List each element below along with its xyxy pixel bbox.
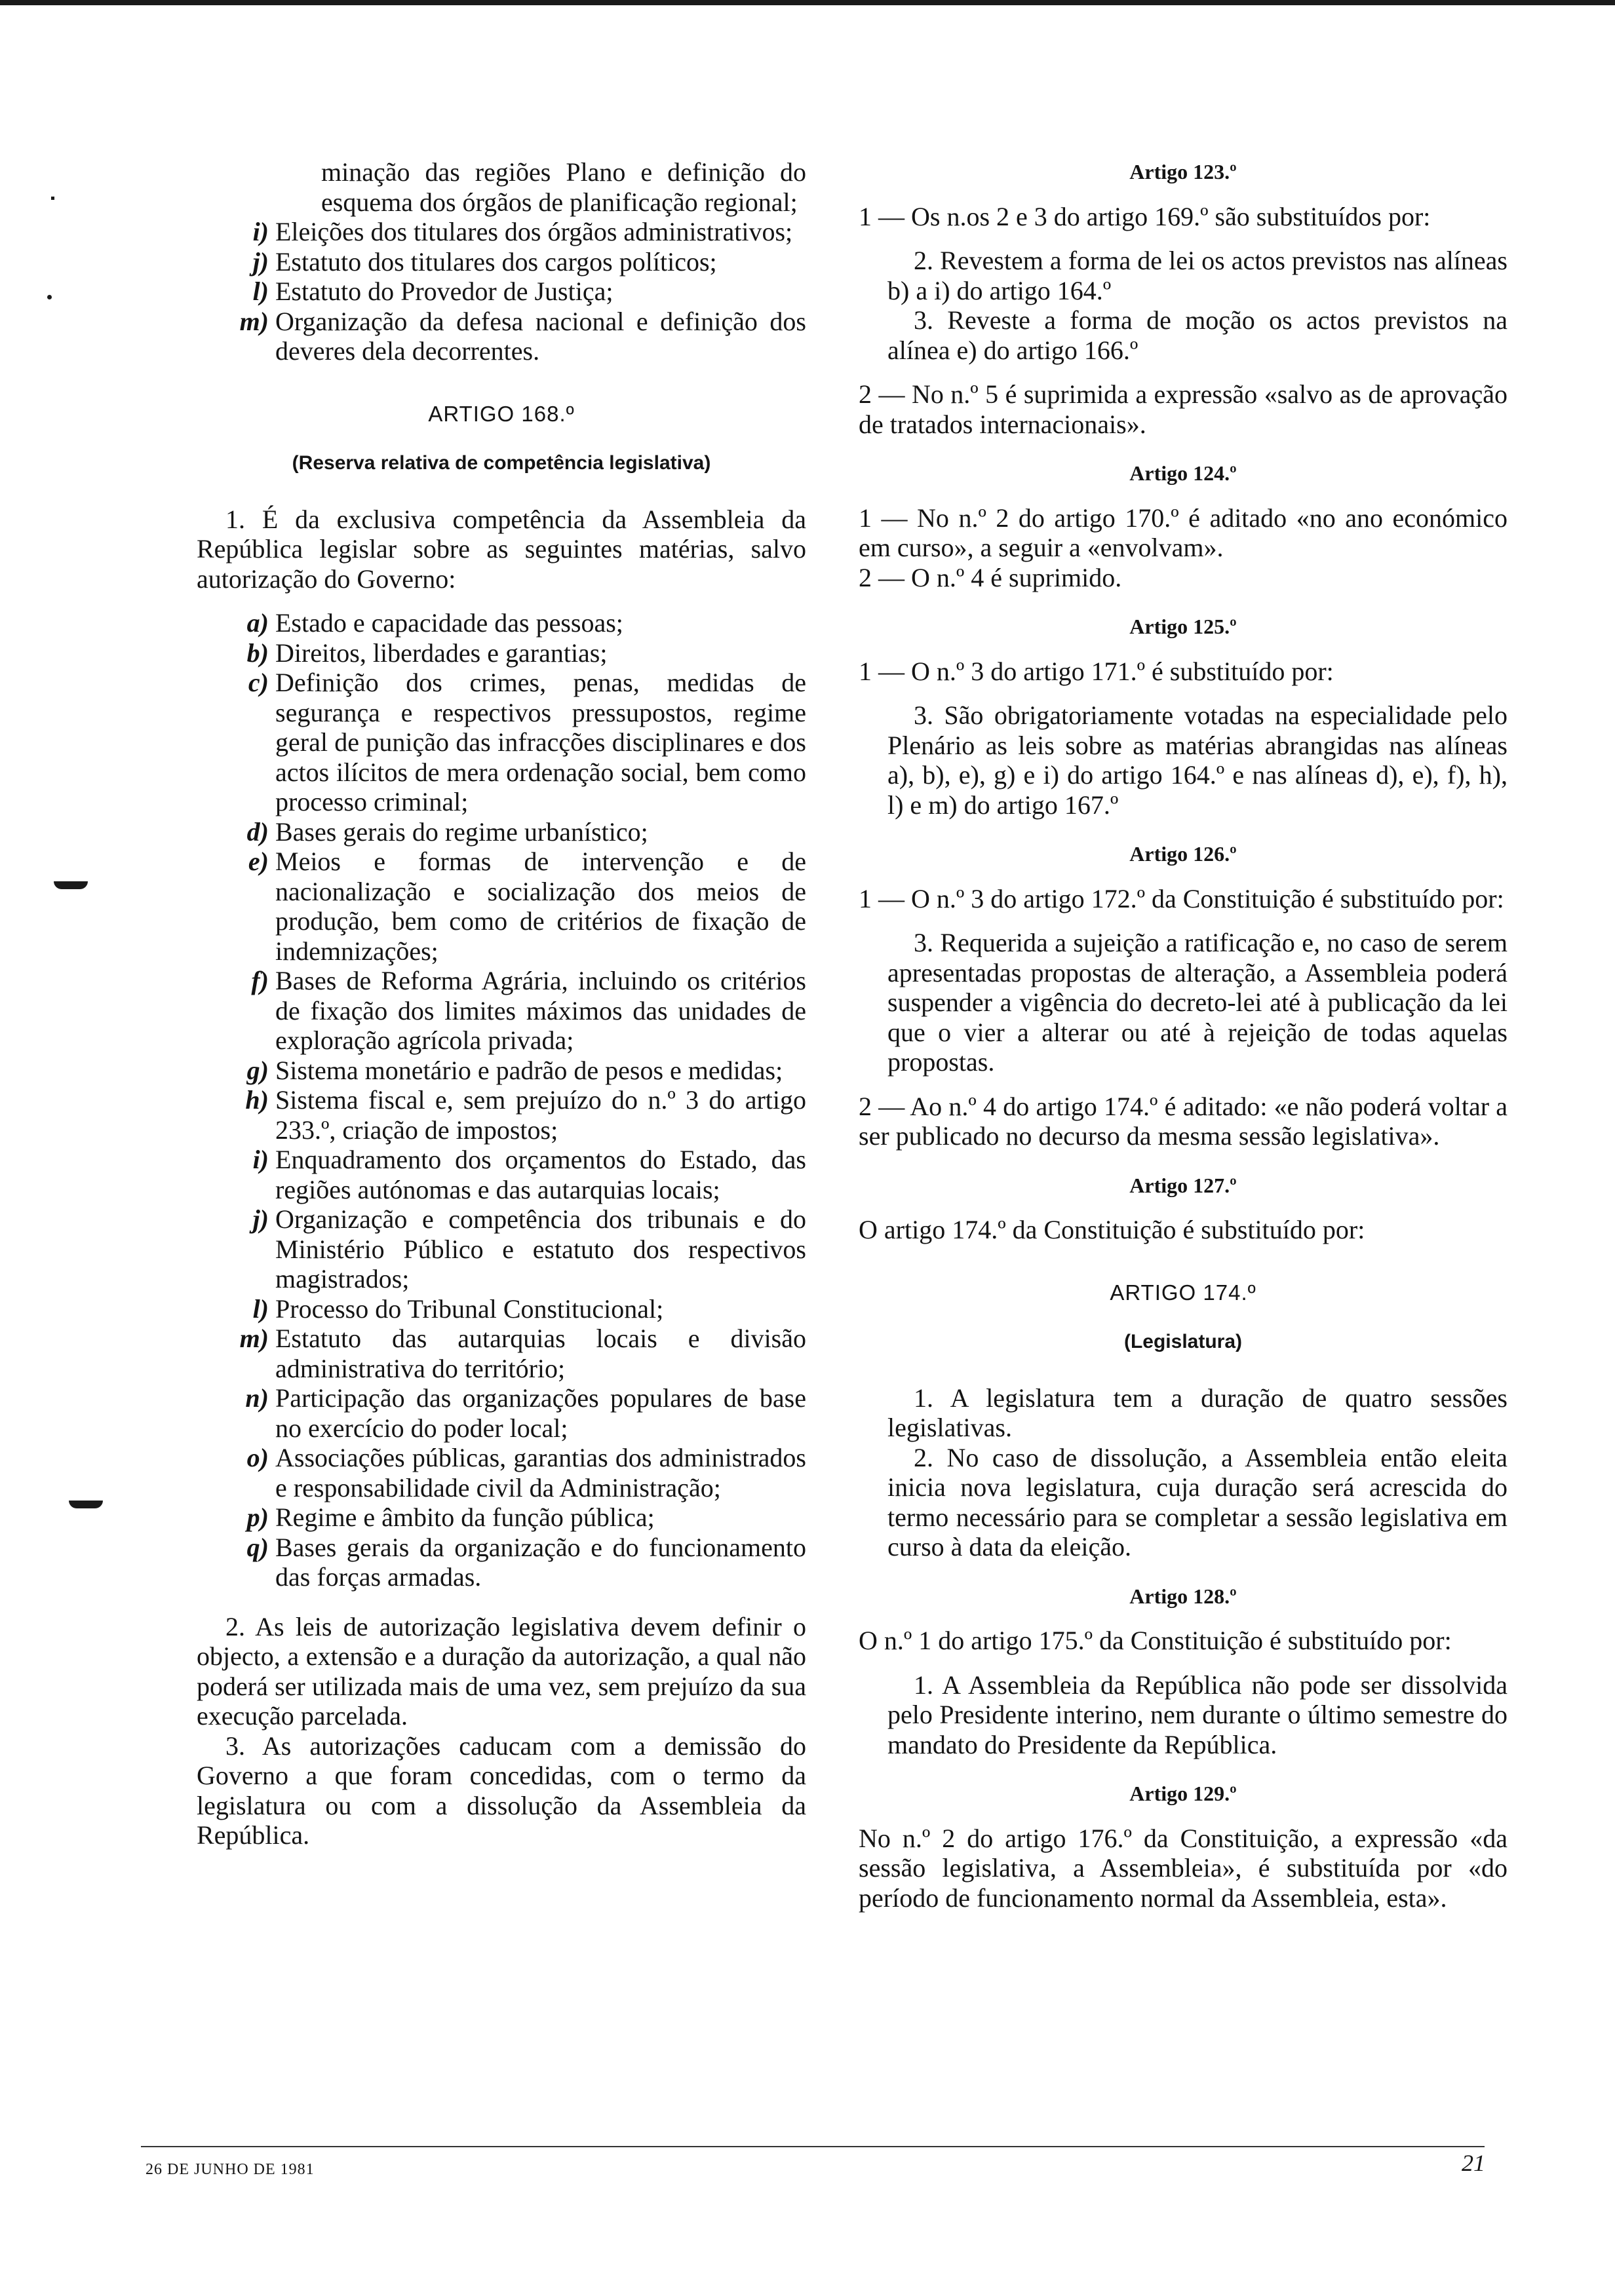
quoted-paragraph: 3. São obrigatoriamente votadas na especialidade pelo Plenário as leis sobre as matérias abrangidas nas alíneas a), b), e), g) e i) do artigo 164.º e nas alíneas d), e), f), h), l) e m) do artigo 167.º — [887, 700, 1508, 820]
paragraph: O artigo 174.º da Constituição é substituído por: — [859, 1215, 1365, 1244]
footer-rule — [141, 2146, 1485, 2147]
list-item: j) Estatuto dos titulares dos cargos políticos; — [252, 246, 717, 277]
list-item: q) Bases gerais da organização e do funcionamento das forças armadas. — [246, 1532, 806, 1592]
article-subtitle: (Reserva relativa de competência legislativa) — [292, 452, 711, 474]
list-item: p) Regime e âmbito da função pública; — [246, 1502, 655, 1532]
list-item: n) Participação das organizações populares de base no exercício do poder local; — [245, 1383, 806, 1443]
list-item: o) Associações públicas, garantias dos administrados e responsabilidade civil da Administração; — [246, 1443, 806, 1502]
scan-speck — [47, 295, 52, 299]
right-column — [859, 157, 1508, 1913]
quoted-paragraph: 3. Requerida a sujeição a ratificação e, no caso de serem apresentadas propostas de alteração, a Assembleia poderá suspender a vigência do decreto-lei até à publicação da lei que o vier a alterar ou até à rejeição de todas aquelas propostas. — [887, 928, 1508, 1077]
paragraph: No n.º 2 do artigo 176.º da Constituição, a expressão «da sessão legislativa, a Assembleia», é substituída por «do período de funcionamento normal da Assembleia, esta». — [859, 1823, 1508, 1913]
binding-hole-mark — [54, 881, 88, 889]
paragraph: 1 — No n.º 2 do artigo 170.º é aditado «no ano económico em curso», a seguir a «envolvam». — [859, 503, 1508, 562]
paragraph: 1 — Os n.os 2 e 3 do artigo 169.º são substituídos por: — [859, 201, 1431, 231]
list-item: l) Estatuto do Provedor de Justiça; — [252, 277, 613, 306]
list-item: f) Bases de Reforma Agrária, incluindo os critérios de fixação dos limites máximos das unidades de exploração agrícola privada; — [251, 966, 806, 1055]
article-title: Artigo 126.º — [1129, 842, 1237, 866]
paragraph: 2 — O n.º 4 é suprimido. — [859, 562, 1122, 592]
paragraph: 1 — O n.º 3 do artigo 171.º é substituído por: — [859, 656, 1334, 686]
paragraph: 2. As leis de autorização legislativa devem definir o objecto, a extensão e a duração da autorização, a qual não poderá ser utilizada mais de uma vez, sem prejuízo da sua execução parcelada. — [197, 1611, 806, 1731]
article-heading: ARTIGO 174.º — [1110, 1280, 1256, 1305]
list-item: h) Sistema fiscal e, sem prejuízo do n.º 3 do artigo 233.º, criação de impostos; — [245, 1085, 806, 1145]
list-item: i) Eleições dos titulares dos órgãos administrativos; — [252, 217, 793, 246]
paragraph: O n.º 1 do artigo 175.º da Constituição é substituído por: — [859, 1626, 1452, 1655]
list-item: i) Enquadramento dos orçamentos do Estado, das regiões autónomas e das autarquias locais; — [252, 1145, 806, 1204]
left-column — [197, 157, 806, 1850]
article-title: Artigo 127.º — [1129, 1173, 1237, 1197]
scan-speck — [51, 197, 54, 200]
article-title: Artigo 124.º — [1129, 461, 1237, 485]
list-item: m) Estatuto das autarquias locais e divisão administrativa do território; — [239, 1324, 806, 1383]
list-item: j) Organização e competência dos tribunais e do Ministério Público e estatuto dos respectivos magistrados; — [252, 1204, 806, 1293]
list-item: b) Direitos, liberdades e garantias; — [246, 638, 608, 668]
list-item: e) Meios e formas de intervenção e de nacionalização e socialização dos meios de produção, bem como de critérios de fixação de indemnizações; — [248, 847, 806, 966]
footer-date: 26 DE JUNHO DE 1981 — [146, 2161, 315, 2178]
binding-hole-mark — [69, 1501, 103, 1508]
quoted-paragraph: 2. Revestem a forma de lei os actos previstos nas alíneas b) a i) do artigo 164.º — [887, 246, 1508, 305]
page-number: 21 — [1462, 2150, 1485, 2176]
article-heading: ARTIGO 168.º — [428, 401, 575, 426]
paragraph: 3. As autorizações caducam com a demissão do Governo a que foram concedidas, com o termo da legislatura ou com a dissolução da Assembleia da República. — [197, 1731, 806, 1850]
quoted-paragraph: 1. A Assembleia da República não pode ser dissolvida pelo Presidente interino, nem durante o último semestre do mandato do Presidente da República. — [887, 1670, 1508, 1759]
list-item: l) Processo do Tribunal Constitucional; — [252, 1293, 664, 1324]
quoted-paragraph: 3. Reveste a forma de moção os actos previstos na alínea e) do artigo 166.º — [887, 305, 1508, 365]
paragraph: 1 — O n.º 3 do artigo 172.º da Constituição é substituído por: — [859, 883, 1504, 913]
list-item: m) Organização da defesa nacional e definição dos deveres dela decorrentes. — [239, 306, 806, 366]
list-item: d) Bases gerais do regime urbanístico; — [246, 816, 648, 847]
list-item: c) Definição dos crimes, penas, medidas de segurança e respectivos pressupostos, regime geral de punição das infracções disciplinares e dos actos ilícitos de mera ordenação social, bem como processo criminal; — [248, 668, 806, 816]
article-title: Artigo 129.º — [1129, 1782, 1237, 1805]
list-item: a) Estado e capacidade das pessoas; — [246, 608, 623, 638]
article-title: Artigo 128.º — [1129, 1584, 1237, 1608]
paragraph: 2 — Ao n.º 4 do artigo 174.º é aditado: «e não poderá voltar a ser publicado no decurso da mesma sessão legislativa». — [859, 1091, 1508, 1151]
continued-item-text: minação das regiões Plano e definição do esquema dos órgãos de planificação regional; — [321, 157, 806, 217]
list-item: g) Sistema monetário e padrão de pesos e medidas; — [246, 1055, 783, 1085]
quoted-paragraph: 2. No caso de dissolução, a Assembleia então eleita inicia nova legislatura, cuja duração será acrescida do termo necessário para se completar a sessão legislativa em curso à data da eleição. — [887, 1442, 1508, 1561]
article-title: Artigo 125.º — [1129, 615, 1237, 638]
scan-top-edge — [0, 0, 1615, 5]
paragraph: 2 — No n.º 5 é suprimida a expressão «salvo as de aprovação de tratados internacionais». — [859, 379, 1508, 439]
article-subtitle: (Legislatura) — [1123, 1331, 1243, 1352]
paragraph: 1. É da exclusiva competência da Assembleia da República legislar sobre as seguintes matérias, salvo autorização do Governo: — [197, 504, 806, 594]
article-title: Artigo 123.º — [1129, 160, 1237, 183]
quoted-paragraph: 1. A legislatura tem a duração de quatro sessões legislativas. — [887, 1383, 1508, 1442]
